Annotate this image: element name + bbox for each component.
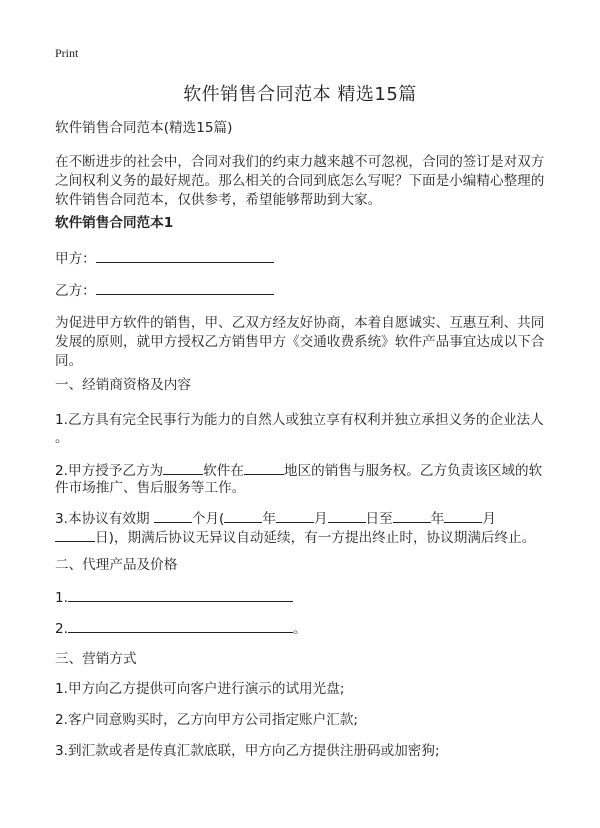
blank — [68, 618, 293, 633]
blank — [244, 460, 284, 475]
preamble-line: 同。 — [55, 353, 83, 369]
text: 年 — [430, 511, 445, 527]
party-a-line — [55, 248, 274, 269]
blank — [68, 587, 293, 602]
text: 月 — [482, 511, 496, 527]
text: 个月( — [191, 511, 225, 527]
text: 日至 — [365, 511, 393, 527]
section-heading: 软件销售合同范本1 — [55, 215, 174, 231]
blank — [224, 508, 262, 523]
blank — [55, 527, 95, 542]
preamble-line: 发展的原则，就甲方授权乙方销售甲方《交通收费系统》软件产品事宜达成以下合 — [55, 334, 545, 350]
s3-item: 2.客户同意购买时，乙方向甲方公司指定账户汇款; — [55, 712, 359, 728]
party-a-blank — [96, 248, 274, 263]
text: 1. — [55, 590, 68, 606]
text: 2. — [55, 621, 68, 637]
text: 2.甲方授予乙方为 — [55, 463, 164, 479]
blank — [163, 460, 203, 475]
section-3-heading: 三、营销方式 — [55, 651, 137, 667]
blank — [276, 508, 314, 523]
s2-item-2 — [55, 618, 307, 639]
text: 。 — [292, 621, 307, 637]
party-b-label: 乙方： — [55, 283, 96, 299]
text: 日)，期满后协议无异议自动延续，有一方提出终止时，协议期满后终止。 — [95, 530, 536, 546]
s3-item: 3.到汇款或者是传真汇款底联，甲方向乙方提供注册码或加密狗; — [55, 743, 440, 759]
blank — [393, 508, 431, 523]
s2-item-1 — [55, 587, 293, 608]
blank — [444, 508, 482, 523]
s1-item-3 — [55, 508, 496, 529]
section-1-heading: 一、经销商资格及内容 — [55, 377, 191, 393]
s1-item-2 — [55, 460, 542, 481]
intro-line: 软件销售合同范本，仅供参考，希望能够帮助到大家。 — [55, 192, 382, 208]
party-a-label: 甲方： — [55, 251, 96, 267]
s1-item-1-end: 。 — [55, 430, 69, 446]
s1-item-3-line2 — [55, 527, 535, 548]
blank — [154, 508, 192, 523]
blank — [328, 508, 366, 523]
s1-item-2-line2: 件市场推广、售后服务等工作。 — [55, 480, 246, 496]
s1-item-1: 1.乙方具有完全民事行为能力的自然人或独立享有权利并独立承担义务的企业法人 — [55, 412, 544, 428]
text: 3.本协议有效期 — [55, 511, 154, 527]
text: 年 — [262, 511, 276, 527]
subtitle: 软件销售合同范本(精选15篇) — [55, 120, 233, 136]
party-b-line — [55, 280, 274, 301]
page-title: 软件销售合同范本 精选15篇 — [183, 84, 417, 105]
preamble-line: 为促进甲方软件的销售，甲、乙双方经友好协商，本着自愿诚实、互惠互利、共同 — [55, 315, 545, 331]
text: 地区的销售与服务权。乙方负责该区域的软 — [283, 463, 543, 479]
section-2-heading: 二、代理产品及价格 — [55, 557, 178, 573]
intro-line: 在不断进步的社会中，合同对我们的约束力越来越不可忽视，合同的签订是对双方 — [55, 154, 545, 170]
text: 月 — [313, 511, 328, 527]
intro-line: 之间权利义务的最好规范。那么相关的合同到底怎么写呢？下面是小编精心整理的 — [55, 173, 545, 189]
s3-item: 1.甲方向乙方提供可向客户进行演示的试用光盘; — [55, 681, 345, 697]
print-link[interactable]: Print — [55, 46, 79, 60]
text: 软件在 — [203, 463, 244, 479]
party-b-blank — [96, 280, 274, 295]
